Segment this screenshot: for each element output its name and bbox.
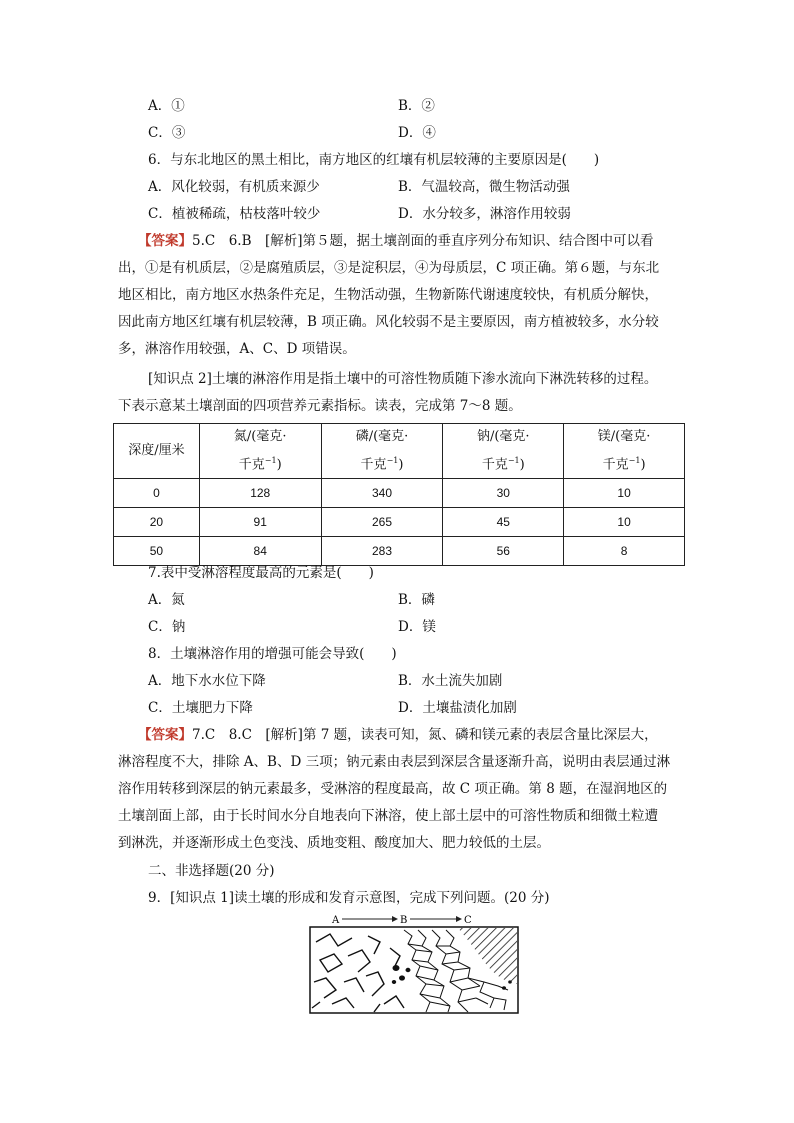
answer-block-1-line-1: 【答案】5.C 6.B [解析]第５题，据土壤剖面的垂直序列分布知识、结合图中可以看 xyxy=(138,233,654,249)
nutrient-table xyxy=(113,423,685,566)
header-nitrogen: 氮/(毫克· 千克$^{-1}$) xyxy=(199,424,321,479)
table-row: 20 91 265 45 10 xyxy=(114,508,685,537)
header-phosphorus: 磷/(毫克· 千克$^{-1}$) xyxy=(321,424,443,479)
answer-block-2-line-5: 到淋洗，并逐渐形成土色变浅、质地变粗、酸度加大、肥力较低的土层。 xyxy=(118,835,550,851)
header-magnesium: 镁/(毫克· 千克$^{-1}$) xyxy=(564,424,685,479)
q7-option-b: B．磷 xyxy=(398,592,435,608)
arrow-head-a-b xyxy=(392,916,398,922)
q6-option-b: B．气温较高，微生物活动强 xyxy=(398,179,570,195)
answer-block-1-line-5: 多，淋溶作用较强，A、C、D 项错误。 xyxy=(118,341,356,357)
answer-label: 【答案】 xyxy=(138,233,192,249)
q7-stem: 7.表中受淋溶程度最高的元素是( ) xyxy=(148,565,374,581)
answer-block-2-line-3: 溶作用转移到深层的钠元素最多，受淋溶的程度最高，故 C 项正确。第 8 题，在湿润地区的 xyxy=(118,781,668,797)
answer-block-2-line-4: 土壤剖面上部，由于长时间水分自地表向下淋溶，使上部土层中的可溶性物质和细微土粒遭 xyxy=(118,808,658,824)
q7-option-c: C．钠 xyxy=(148,619,186,635)
header-depth: 深度/厘米 xyxy=(114,424,200,479)
label-a: A xyxy=(332,915,340,926)
table-header-row xyxy=(114,424,685,479)
label-b: B xyxy=(400,915,408,926)
arrow-head-b-c xyxy=(456,916,462,922)
q8-option-d: D．土壤盐渍化加剧 xyxy=(398,700,517,716)
q7-option-d: D．镁 xyxy=(398,619,436,635)
answer-block-1-line-4: 因此南方地区红壤有机层较薄，B 项正确。风化较弱不是主要原因，南方植被较多，水分较 xyxy=(118,314,659,330)
header-sodium: 钠/(毫克· 千克$^{-1}$) xyxy=(443,424,564,479)
q5-option-d: D．④ xyxy=(398,125,436,141)
intro-line-2: 下表示意某土壤剖面的四项营养元素指标。读表，完成第 7～8 题。 xyxy=(118,398,522,414)
intro-line-1: [知识点 2]土壤的淋溶作用是指土壤中的可溶性物质随下渗水流向下淋洗转移的过程。 xyxy=(148,371,658,387)
q6-option-c: C．植被稀疏，枯枝落叶较少 xyxy=(148,206,321,222)
q7-option-a: A．氮 xyxy=(148,592,185,608)
q5-option-b: B．② xyxy=(398,98,435,114)
q6-option-d: D．水分较多，淋溶作用较弱 xyxy=(398,206,571,222)
q6-option-a: A．风化较弱，有机质来源少 xyxy=(148,179,320,195)
soil-formation-figure xyxy=(308,912,520,1016)
q6-stem: 6．与东北地区的黑土相比，南方地区的红壤有机层较薄的主要原因是( ) xyxy=(148,152,600,168)
q8-option-b: B．水土流失加剧 xyxy=(398,673,503,689)
section-heading: 二、非选择题(20 分) xyxy=(148,863,275,879)
label-c: C xyxy=(464,915,472,926)
q5-option-a: A．① xyxy=(148,98,185,114)
table-row: 0 128 340 30 10 xyxy=(114,479,685,508)
answer-block-2-line-1: 【答案】7.C 8.C [解析]第 7 题，读表可知，氮、磷和镁元素的表层含量比深层大， xyxy=(138,727,658,743)
table-row: 50 84 283 56 8 xyxy=(114,537,685,566)
answer-label: 【答案】 xyxy=(138,727,192,743)
q8-stem: 8．土壤淋溶作用的增强可能会导致( ) xyxy=(148,646,397,662)
q9-stem: 9．[知识点 1]读土壤的形成和发育示意图，完成下列问题。(20 分) xyxy=(148,890,550,906)
answer-block-2-line-2: 淋溶程度不大，排除 A、B、D 三项；钠元素由表层到深层含量逐渐升高，说明由表层通过淋 xyxy=(118,754,671,770)
q5-option-c: C．③ xyxy=(148,125,186,141)
q8-option-c: C．土壤肥力下降 xyxy=(148,700,253,716)
q8-option-a: A．地下水水位下降 xyxy=(148,673,266,689)
answer-block-1-line-2: 出，①是有机质层，②是腐殖质层，③是淀积层，④为母质层，C 项正确。第６题，与东北 xyxy=(118,260,660,276)
answer-block-1-line-3: 地区相比，南方地区水热条件充足，生物活动强，生物新陈代谢速度较快，有机质分解快， xyxy=(118,287,658,303)
